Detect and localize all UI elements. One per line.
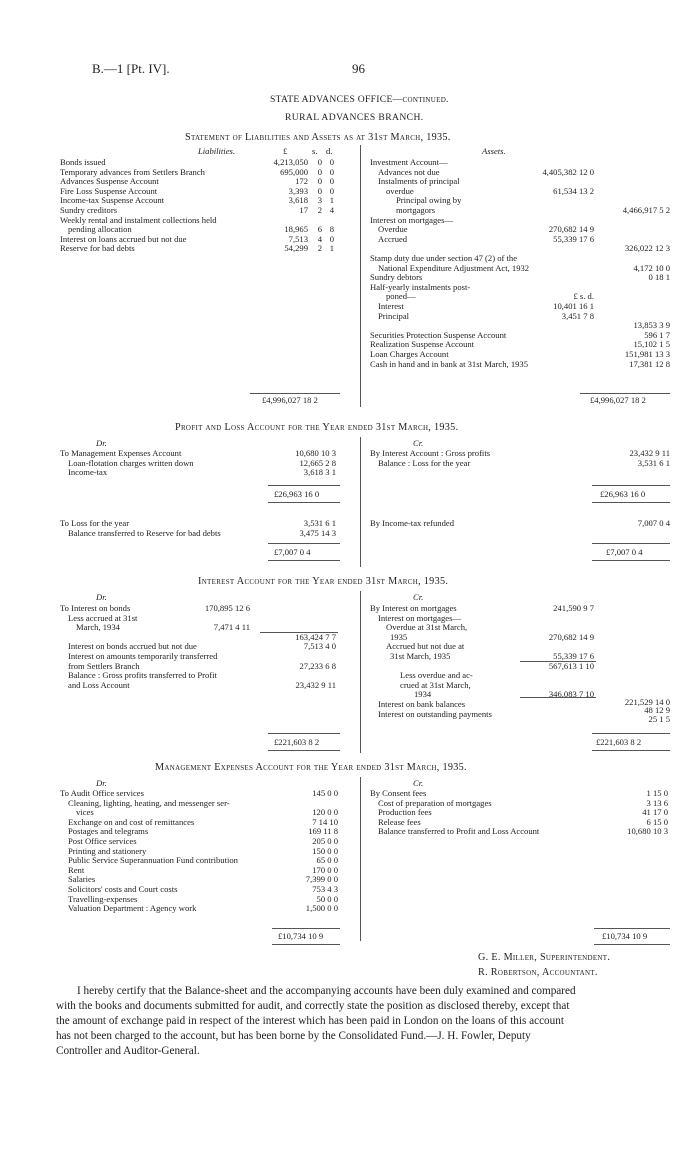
credit-label: Overdue at 31st March, xyxy=(386,622,468,633)
amount-pounds: 18,965 xyxy=(284,224,308,235)
pl-total-1-left: £26,963 16 0 xyxy=(274,489,320,499)
mgmt-title: Management Expenses Account for the Year ended 31st March, 1935. xyxy=(155,762,467,773)
amount: 221,529 14 0 xyxy=(624,697,670,708)
mgmt-left-total: £10,734 10 9 xyxy=(278,931,324,941)
amount: 10,680 10 3 xyxy=(295,448,336,458)
amount-pounds: 54,299 xyxy=(284,243,308,254)
amount: 7,399 0 0 xyxy=(305,874,338,885)
currency-pence: d. xyxy=(326,146,333,156)
asset-label: Overdue xyxy=(378,224,408,235)
liability-label: Advances Suspense Account xyxy=(60,176,159,187)
audit-cert-line-4: has not been charged to the account, but has been borne by the Consolidated Fund.—J. H. Fowler, Deputy xyxy=(56,1030,531,1042)
debit-label: Balance : Gross profits transferred to Profit xyxy=(68,670,217,681)
amount: 170,895 12 6 xyxy=(204,603,250,613)
interest-right-total: £221,603 8 2 xyxy=(596,737,642,747)
expense-label: Salaries xyxy=(68,874,96,885)
amount: 163,424 7 7 xyxy=(295,631,336,642)
credit-label: By Consent fees xyxy=(370,788,427,798)
total-rule xyxy=(268,485,340,486)
amount-pence: 1 xyxy=(329,195,334,206)
int-cr-label: Cr. xyxy=(413,592,424,602)
asset-amount: 4,466,917 5 2 xyxy=(622,205,670,215)
liability-label: Bonds issued xyxy=(60,157,106,167)
credit-label: Balance : Loss for the year xyxy=(378,457,471,468)
debit-label: Less accrued at 31st xyxy=(68,612,138,623)
amount-pence: 0 xyxy=(329,166,334,177)
subtotal-rule xyxy=(520,697,596,698)
asset-sub-amount: 10,401 16 1 xyxy=(553,301,594,311)
amount-pence: 8 xyxy=(329,224,334,235)
credit-label: Balance transferred to Profit and Loss Account xyxy=(378,826,540,837)
expense-label: Exchange on and cost of remittances xyxy=(68,816,195,827)
amount: 65 0 0 xyxy=(316,855,338,866)
debit-label: Income-tax xyxy=(68,467,108,478)
expense-label: Post Office services xyxy=(68,836,137,846)
amount-pence: 4 xyxy=(329,205,334,215)
amount: 753 4 3 xyxy=(312,884,338,894)
column-divider xyxy=(360,591,361,753)
amount: 3,618 3 1 xyxy=(303,467,336,478)
pl-total-1-right: £26,963 16 0 xyxy=(600,489,646,499)
asset-sub-amount: 55,339 17 6 xyxy=(553,233,594,244)
amount: 205 0 0 xyxy=(312,836,338,846)
asset-sub-amount: 61,534 13 2 xyxy=(553,185,594,196)
credit-label: Interest on bank balances xyxy=(378,699,466,709)
amount: 3 13 6 xyxy=(646,797,668,808)
office-heading: STATE ADVANCES OFFICE—continued. xyxy=(270,94,449,105)
amount-shillings: 0 xyxy=(317,166,322,177)
assets-total: £4,996,027 18 2 xyxy=(590,395,646,405)
total-rule xyxy=(272,928,340,929)
liabilities-total: £4,996,027 18 2 xyxy=(262,395,318,405)
amount: 3,531 6 1 xyxy=(303,518,336,528)
debit-label: To Loss for the year xyxy=(60,518,130,528)
liabilities-heading: Liabilities. xyxy=(198,146,236,156)
total-rule xyxy=(592,543,670,544)
debit-label: Loan-flotation charges written down xyxy=(68,457,194,468)
total-rule xyxy=(268,733,340,734)
asset-sub-amount: £ s. d. xyxy=(573,291,594,302)
amount-pence: 0 xyxy=(329,185,334,196)
currency-shilling: s. xyxy=(312,146,318,156)
asset-amount: 15,102 1 5 xyxy=(633,339,670,350)
subtotal-rule xyxy=(520,661,596,662)
total-rule xyxy=(272,944,340,945)
mgmt-dr-label: Dr. xyxy=(96,778,107,788)
amount: 150 0 0 xyxy=(312,845,338,856)
amount: 3,475 14 3 xyxy=(299,527,336,538)
amount: 55,339 17 6 xyxy=(553,651,594,661)
debit-label: To Management Expenses Account xyxy=(60,448,182,458)
debit-label: and Loss Account xyxy=(68,679,130,690)
asset-amount: 596 1 7 xyxy=(644,329,670,340)
amount-pounds: 7,513 xyxy=(288,233,308,244)
column-divider xyxy=(360,145,361,407)
amount: 12,665 2 8 xyxy=(299,457,336,468)
amount-pounds: 4,213,050 xyxy=(273,157,308,167)
total-rule xyxy=(268,750,340,751)
asset-label: Principal xyxy=(378,310,410,321)
amount: 23,432 9 11 xyxy=(295,679,336,690)
asset-label: Half-yearly instalments post- xyxy=(370,281,471,292)
page-number: 96 xyxy=(352,61,365,76)
credit-label: Interest on outstanding payments xyxy=(378,708,492,719)
credit-label: By Income-tax refunded xyxy=(370,518,454,528)
expense-label: Printing and stationery xyxy=(68,845,147,856)
amount: 48 12 9 xyxy=(644,704,670,715)
total-rule xyxy=(592,485,670,486)
asset-sub-amount: 270,682 14 9 xyxy=(548,224,594,235)
credit-label: Cost of preparation of mortgages xyxy=(378,797,492,808)
subtotal-rule xyxy=(260,632,338,633)
expense-label: Travelling-expenses xyxy=(68,893,138,904)
total-rule xyxy=(594,944,670,945)
liability-label: Income-tax Suspense Account xyxy=(60,195,165,206)
asset-label: Advances not due xyxy=(378,166,440,177)
asset-amount: 151,981 13 3 xyxy=(624,349,670,359)
asset-amount: 4,172 10 0 xyxy=(633,262,670,273)
amount: 346,083 7 10 xyxy=(548,689,594,700)
asset-label: Sundry debtors xyxy=(370,272,423,283)
total-rule xyxy=(594,928,670,929)
asset-label: Stamp duty due under section 47 (2) of the xyxy=(370,253,518,263)
amount-shillings: 4 xyxy=(317,233,322,244)
amount-pence: 0 xyxy=(329,157,334,167)
liability-label: Interest on loans accrued but not due xyxy=(60,233,187,244)
credit-label: 1935 xyxy=(390,631,408,642)
expense-label: Solicitors' costs and Court costs xyxy=(68,884,178,894)
column-divider xyxy=(360,437,361,567)
pl-cr-label: Cr. xyxy=(413,438,424,448)
balance-title: Statement of Liabilities and Assets as at 31st March, 1935. xyxy=(185,132,451,143)
branch-heading: RURAL ADVANCES BRANCH. xyxy=(285,112,424,123)
amount: 7,471 4 11 xyxy=(213,622,250,633)
signature-superintendent: G. E. Miller, Superintendent. xyxy=(478,952,611,963)
total-rule xyxy=(250,393,340,394)
liability-label: Sundry creditors xyxy=(60,205,118,215)
amount-shillings: 0 xyxy=(317,176,322,187)
asset-label: Investment Account— xyxy=(370,157,448,167)
amount-shillings: 2 xyxy=(317,243,322,254)
amount: 50 0 0 xyxy=(316,893,338,904)
credit-label: 31st March, 1935 xyxy=(390,651,451,661)
amount-shillings: 3 xyxy=(317,195,322,206)
amount: 41 17 0 xyxy=(642,807,668,818)
audit-cert-line-2: with the books and documents submitted for audit, and correctly state the position as disclosed thereby, except that xyxy=(56,1000,570,1012)
mgmt-right-total: £10,734 10 9 xyxy=(602,931,648,941)
page-reference: B.—1 [Pt. IV]. xyxy=(92,61,170,76)
asset-label: Interest xyxy=(378,301,404,311)
currency-pound: £ xyxy=(283,146,288,156)
amount-pounds: 172 xyxy=(295,176,308,187)
amount-shillings: 0 xyxy=(317,157,322,167)
asset-amount: 0 18 1 xyxy=(648,272,670,283)
audit-cert-line-3: the amount of exchange paid in respect of the interest which has been paid in London on the loans of this account xyxy=(56,1015,564,1027)
amount: 27,233 6 8 xyxy=(299,660,336,671)
amount: 7,007 0 4 xyxy=(637,518,670,528)
total-rule xyxy=(592,560,670,561)
amount: 567,613 1 10 xyxy=(548,660,594,671)
pl-total-2-right: £7,007 0 4 xyxy=(606,547,643,557)
pl-total-2-left: £7,007 0 4 xyxy=(274,547,311,557)
amount: 10,680 10 3 xyxy=(627,826,668,837)
interest-title: Interest Account for the Year ended 31st March, 1935. xyxy=(198,576,449,587)
amount: 23,432 9 11 xyxy=(629,448,670,458)
total-rule xyxy=(268,560,340,561)
credit-label: crued at 31st March, xyxy=(400,679,471,690)
amount: 270,682 14 9 xyxy=(548,631,594,642)
debit-label: March, 1934 xyxy=(76,622,120,633)
expense-label: Cleaning, lighting, heating, and messenger ser- xyxy=(68,797,230,808)
total-rule xyxy=(592,502,670,503)
debit-label: Balance transferred to Reserve for bad debts xyxy=(68,527,221,538)
debit-label: To Interest on bonds xyxy=(60,603,131,613)
debit-label: Interest on bonds accrued but not due xyxy=(68,641,197,652)
asset-label: Securities Protection Suspense Account xyxy=(370,329,507,340)
debit-label: Interest on amounts temporarily transferred xyxy=(68,651,218,661)
credit-label: Interest on mortgages— xyxy=(378,612,462,623)
amount: 7 14 10 xyxy=(312,816,338,827)
amount-pounds: 3,618 xyxy=(288,195,308,206)
asset-sub-amount: 3,451 7 8 xyxy=(561,310,594,321)
column-divider xyxy=(360,777,361,941)
liability-label: pending allocation xyxy=(68,224,132,235)
audit-cert-line-5: Controller and Auditor-General. xyxy=(56,1045,200,1057)
expense-label: vices xyxy=(76,807,94,818)
amount-pence: 0 xyxy=(329,176,334,187)
int-dr-label: Dr. xyxy=(96,592,107,602)
amount-pounds: 3,393 xyxy=(288,185,308,196)
expense-label: To Audit Office services xyxy=(60,788,144,798)
amount-shillings: 0 xyxy=(317,185,322,196)
credit-label: Less overdue and ac- xyxy=(400,670,473,681)
amount-pence: 1 xyxy=(329,243,334,254)
amount-shillings: 2 xyxy=(317,205,322,215)
asset-sub-amount: 4,405,382 12 0 xyxy=(542,166,594,177)
amount: 3,531 6 1 xyxy=(637,457,670,468)
signature-accountant: R. Robertson, Accountant. xyxy=(478,967,598,978)
asset-label: Realization Suspense Account xyxy=(370,339,475,350)
asset-label: National Expenditure Adjustment Act, 1932 xyxy=(378,262,530,273)
amount-pounds: 17 xyxy=(299,205,308,215)
asset-amount: 17,381 12 8 xyxy=(629,358,670,369)
mgmt-cr-label: Cr. xyxy=(413,778,424,788)
pl-title: Profit and Loss Account for the Year ended 31st March, 1935. xyxy=(175,422,459,433)
expense-label: Rent xyxy=(68,864,85,875)
credit-label: Production fees xyxy=(378,807,432,818)
asset-label: Accrued xyxy=(378,233,408,244)
liability-label: Reserve for bad debts xyxy=(60,243,135,254)
asset-label: Loan Charges Account xyxy=(370,349,449,359)
credit-label: By Interest Account : Gross profits xyxy=(370,448,491,458)
assets-heading: Assets. xyxy=(482,146,506,156)
pl-dr-label: Dr. xyxy=(96,438,107,448)
amount: 6 15 0 xyxy=(646,816,668,827)
asset-label: Interest on mortgages— xyxy=(370,214,454,225)
total-rule xyxy=(592,750,670,751)
expense-label: Public Service Superannuation Fund contribution xyxy=(68,855,238,866)
asset-label: overdue xyxy=(386,185,414,196)
total-rule xyxy=(268,502,340,503)
expense-label: Postages and telegrams xyxy=(68,826,149,837)
amount: 170 0 0 xyxy=(312,864,338,875)
asset-label: Instalments of principal xyxy=(378,176,460,187)
credit-label: Accrued but not due at xyxy=(386,641,465,652)
expense-label: Valuation Department : Agency work xyxy=(68,903,197,914)
total-rule xyxy=(592,733,670,734)
amount: 7,513 4 0 xyxy=(303,641,336,652)
amount: 1,500 0 0 xyxy=(305,903,338,914)
amount: 241,590 9 7 xyxy=(553,603,594,613)
amount-pounds: 695,000 xyxy=(280,166,308,177)
amount: 120 0 0 xyxy=(312,807,338,818)
liability-label: Weekly rental and instalment collections held xyxy=(60,214,217,225)
asset-label: poned— xyxy=(386,291,416,302)
audit-cert-line-1: I hereby certify that the Balance-sheet and the accompanying accounts have been duly examined and compared xyxy=(77,985,576,997)
credit-label: By Interest on mortgages xyxy=(370,603,457,613)
asset-label: mortgagors xyxy=(396,205,436,215)
liability-label: Temporary advances from Settlers Branch xyxy=(60,166,205,177)
total-rule xyxy=(580,393,670,394)
credit-label: 1934 xyxy=(414,689,432,700)
asset-label: Principal owing by xyxy=(396,195,462,206)
amount-shillings: 6 xyxy=(317,224,322,235)
asset-amount: 13,853 3 9 xyxy=(633,320,670,331)
liability-label: Fire Loss Suspense Account xyxy=(60,185,158,196)
amount: 145 0 0 xyxy=(312,788,338,798)
total-rule xyxy=(268,543,340,544)
interest-left-total: £221,603 8 2 xyxy=(274,737,320,747)
asset-amount: 326,022 12 3 xyxy=(624,243,670,254)
amount: 25 1 5 xyxy=(648,714,670,725)
amount: 169 11 8 xyxy=(308,826,338,837)
debit-label: from Settlers Branch xyxy=(68,660,140,671)
asset-label: Cash in hand and in bank at 31st March, 1935 xyxy=(370,358,529,369)
credit-label: Release fees xyxy=(378,816,421,827)
amount-pence: 0 xyxy=(329,233,334,244)
amount: 1 15 0 xyxy=(646,788,668,798)
